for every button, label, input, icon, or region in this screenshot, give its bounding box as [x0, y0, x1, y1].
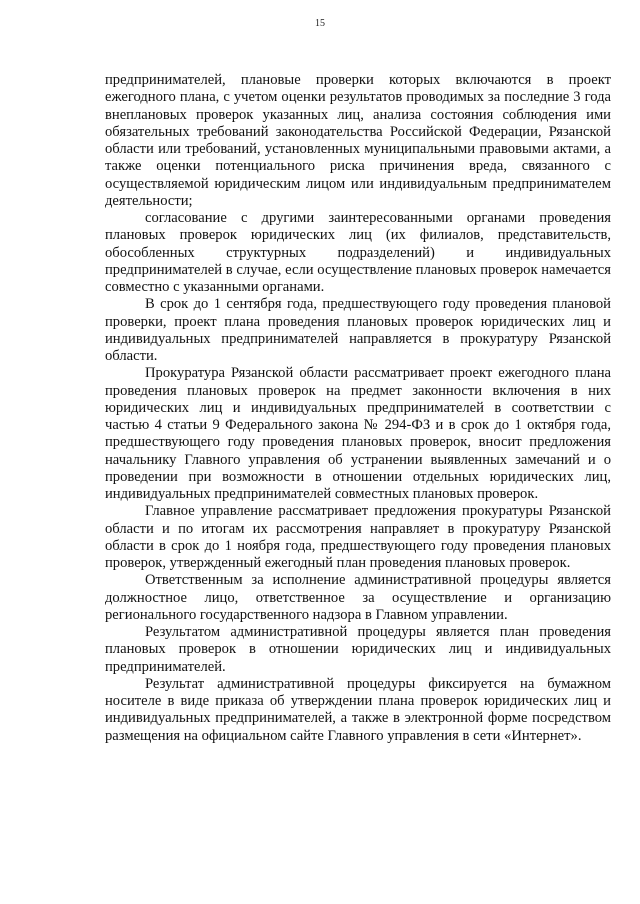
- paragraph-prosecutor-review: Прокуратура Рязанской области рассматривает проект ежегодного плана проведения плановых проверок на предмет законности включения в них юридических лиц и индивидуальных предпринимателей в соответствии с частью 4 статьи 9 Федерального закона № 294-ФЗ и в срок до 1 октября года, предшествующего году проведения плановых проверок, вносит предложения начальнику Главного управления об устранении выявленных замечаний и о проведении при возможности в отношении отдельных юридических лиц, индивидуальных предпринимателей совместных плановых проверок.: [105, 365, 611, 502]
- paragraph-procedure-result: Результатом административной процедуры является план проведения плановых проверок в отношении юридических лиц и индивидуальных предпринимателей.: [105, 624, 611, 675]
- paragraph-result-recording: Результат административной процедуры фиксируется на бумажном носителе в виде приказа об утверждении плана проверок юридических лиц и индивидуальных предпринимателей, а также в электронной форме посредством размещения на официальном сайте Главного управления в сети «Интернет».: [105, 675, 611, 744]
- paragraph-coordination: согласование с другими заинтересованными органами проведения плановых проверок юридических лиц (их филиалов, представительств, обособленных структурных подразделений) и индивидуальных предпринимателей в случае, если осуществление плановых проверок намечается совместно с указанными органами.: [105, 210, 611, 295]
- paragraph-responsible-person: Ответственным за исполнение административной процедуры является должностное лицо, ответственное за осуществление и организацию регионального государственного надзора в Главном управлении.: [105, 572, 611, 623]
- page-number: 15: [315, 18, 325, 29]
- paragraph-deadline-september: В срок до 1 сентября года, предшествующего году проведения плановой проверки, проект плана проведения плановых проверок юридических лиц и индивидуальных предпринимателей направляется в прокуратуру Рязанской области.: [105, 296, 611, 364]
- paragraph-continuation: предпринимателей, плановые проверки которых включаются в проект ежегодного плана, с учетом оценки результатов проводимых за последние 3 года внеплановых проверок указанных лиц, анализа состояния соблюдения ими обязательных требований законодательства Российской Федерации, Рязанской области или требований, установленных муниципальными правовыми актами, а также оценки потенциального риска причинения вреда, связанного с осуществляемой юридическим лицом или индивидуальным предпринимателем деятельности;: [105, 72, 611, 209]
- paragraph-main-directorate-review: Главное управление рассматривает предложения прокуратуры Рязанской области и по итогам их рассмотрения направляет в прокуратуру Рязанской области в срок до 1 ноября года, предшествующего году проведения плановых проверок, утвержденный ежегодный план проведения плановых проверок.: [105, 503, 611, 571]
- body-text: [105, 72, 611, 745]
